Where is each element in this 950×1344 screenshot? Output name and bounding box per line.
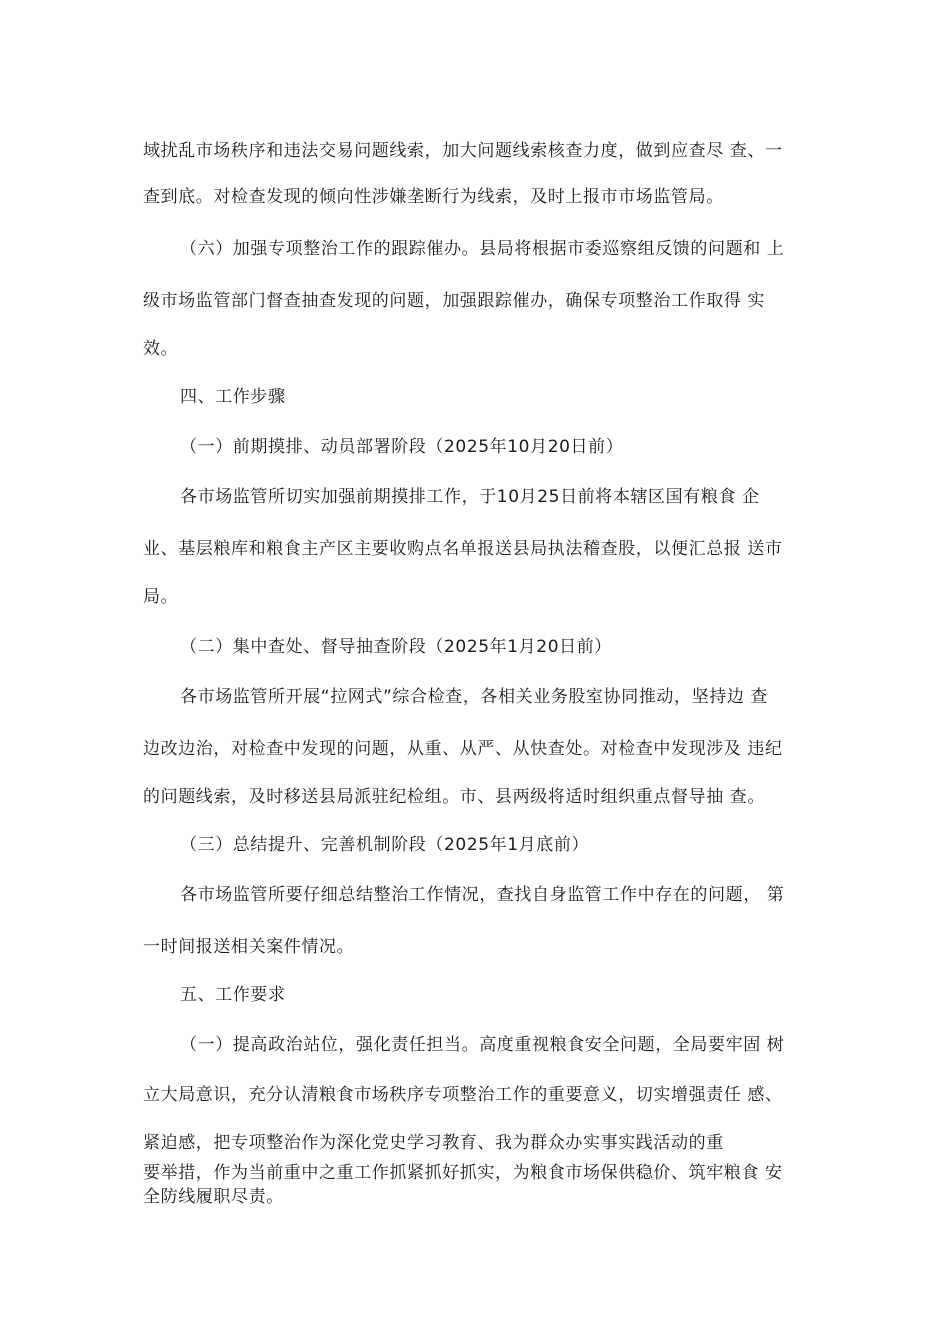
paragraph-line: 各市场监管所要仔细总结整治工作情况，查找自身监管工作中存在的问题， 第 [180, 885, 785, 905]
paragraph-line: 各市场监管所开展“拉网式”综合检查，各相关业务股室协同推动，坚持边 查 [180, 687, 769, 707]
paragraph-line: （六）加强专项整治工作的跟踪催办。县局将根据市委巡察组反馈的问题和 上 [180, 239, 785, 259]
paragraph-line: 各市场监管所切实加强前期摸排工作，于10月25日前将本辖区国有粮食 企 [180, 487, 760, 507]
paragraph-line: 级市场监管部门督查抽查发现的问题，加强跟踪催办，确保专项整治工作取得 实 [143, 291, 766, 311]
subsection-heading: （一）前期摸排、动员部署阶段（2025年10月20日前） [180, 437, 624, 457]
paragraph-line: 全防线履职尽责。 [143, 1187, 284, 1207]
paragraph-line: 紧迫感，把专项整治作为深化党史学习教育、我为群众办实事实践活动的重 [143, 1133, 724, 1153]
paragraph-line: 一时间报送相关案件情况。 [143, 937, 355, 957]
paragraph-line: 业、基层粮库和粮食主产区主要收购点名单报送县局执法稽查股，以便汇总报 送市 [143, 539, 783, 559]
subsection-heading: （二）集中查处、督导抽查阶段（2025年1月20日前） [180, 637, 612, 657]
section-heading: 五、工作要求 [180, 985, 286, 1005]
paragraph-line: （一）提高政治站位，强化责任担当。高度重视粮食安全问题，全局要牢固 树 [180, 1035, 785, 1055]
paragraph-line: 的问题线索，及时移送县局派驻纪检组。市、县两级将适时组织重点督导抽 查。 [143, 787, 766, 807]
paragraph-line: 要举措，作为当前重中之重工作抓紧抓好抓实，为粮食市场保供稳价、筑牢粮食 安 [143, 1163, 783, 1183]
paragraph-line: 边改边治，对检查中发现的问题，从重、从严、从快查处。对检查中发现涉及 违纪 [143, 739, 783, 759]
paragraph-line: 域扰乱市场秩序和违法交易问题线索，加大问题线索核查力度，做到应查尽 查、一 [143, 141, 783, 161]
paragraph-line: 局。 [143, 587, 179, 607]
section-heading: 四、工作步骤 [180, 387, 286, 407]
subsection-heading: （三）总结提升、完善机制阶段（2025年1月底前） [180, 835, 590, 855]
paragraph-line: 立大局意识，充分认清粮食市场秩序专项整治工作的重要意义，切实增强责任 感、 [143, 1085, 783, 1105]
paragraph-line: 查到底。对检查发现的倾向性涉嫌垄断行为线索，及时上报市市场监管局。 [143, 187, 724, 207]
paragraph-line: 效。 [143, 339, 179, 359]
